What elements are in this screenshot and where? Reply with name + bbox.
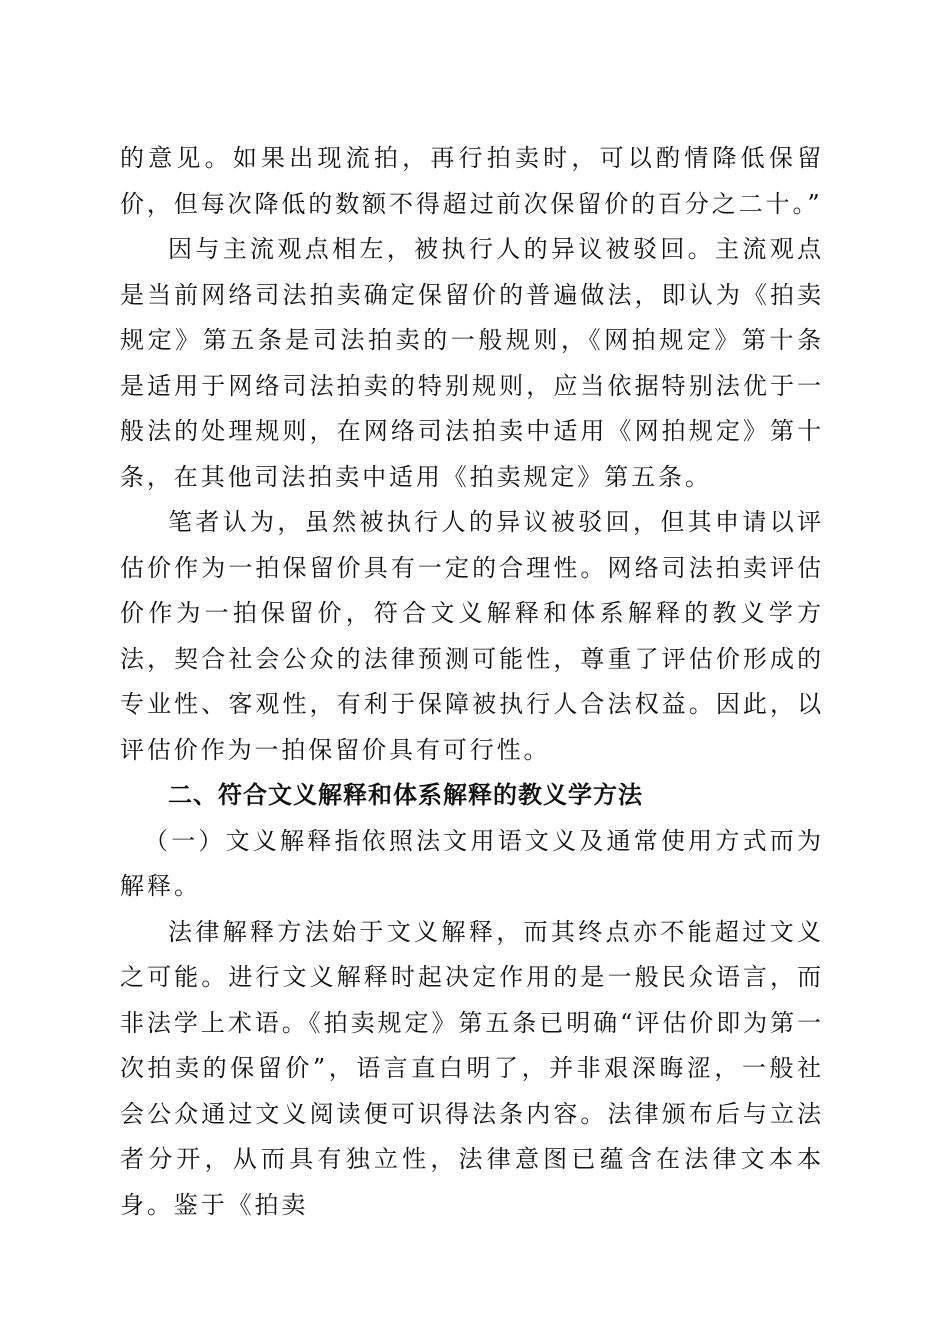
section-heading: 二、符合文义解释和体系解释的教义学方法 bbox=[168, 781, 643, 809]
subsection-heading: （一）文义解释指依照法文用语文义及通常使用方式而为解释。 bbox=[120, 826, 824, 900]
paragraph-continued: 的意见。如果出现流拍，再行拍卖时，可以酌情降低保留价，但每次降低的数额不得超过前次保留价的百分之二十。” bbox=[120, 144, 824, 218]
document-page bbox=[120, 136, 824, 1228]
paragraph-mainstream-view: 因与主流观点相左，被执行人的异议被驳回。主流观点是当前网络司法拍卖确定保留价的普遍做法，即认为《拍卖规定》第五条是司法拍卖的一般规则，《网拍规定》第十条是适用于网络司法拍卖的特别规则，应当依据特别法优于一般法的处理规则，在网络司法拍卖中适用《网拍规定》第十条，在其他司法拍卖中适用《拍卖规定》第五条。 bbox=[120, 235, 824, 491]
paragraph-literal-interpretation: 法律解释方法始于文义解释，而其终点亦不能超过文义之可能。进行文义解释时起决定作用的是一般民众语言，而非法学上术语。《拍卖规定》第五条已明确“评估价即为第一次拍卖的保留价”，语言直白明了，并非艰深晦涩，一般社会公众通过文义阅读便可识得法条内容。法律颁布后与立法者分开，从而具有独立性，法律意图已蕴含在法律文本本身。鉴于《拍卖 bbox=[120, 917, 824, 1219]
paragraph-author-opinion: 笔者认为，虽然被执行人的异议被驳回，但其申请以评估价作为一拍保留价具有一定的合理性。网络司法拍卖评估价作为一拍保留价，符合文义解释和体系解释的教义学方法，契合社会公众的法律预测可能性，尊重了评估价形成的专业性、客观性，有利于保障被执行人合法权益。因此，以评估价作为一拍保留价具有可行性。 bbox=[120, 508, 824, 764]
